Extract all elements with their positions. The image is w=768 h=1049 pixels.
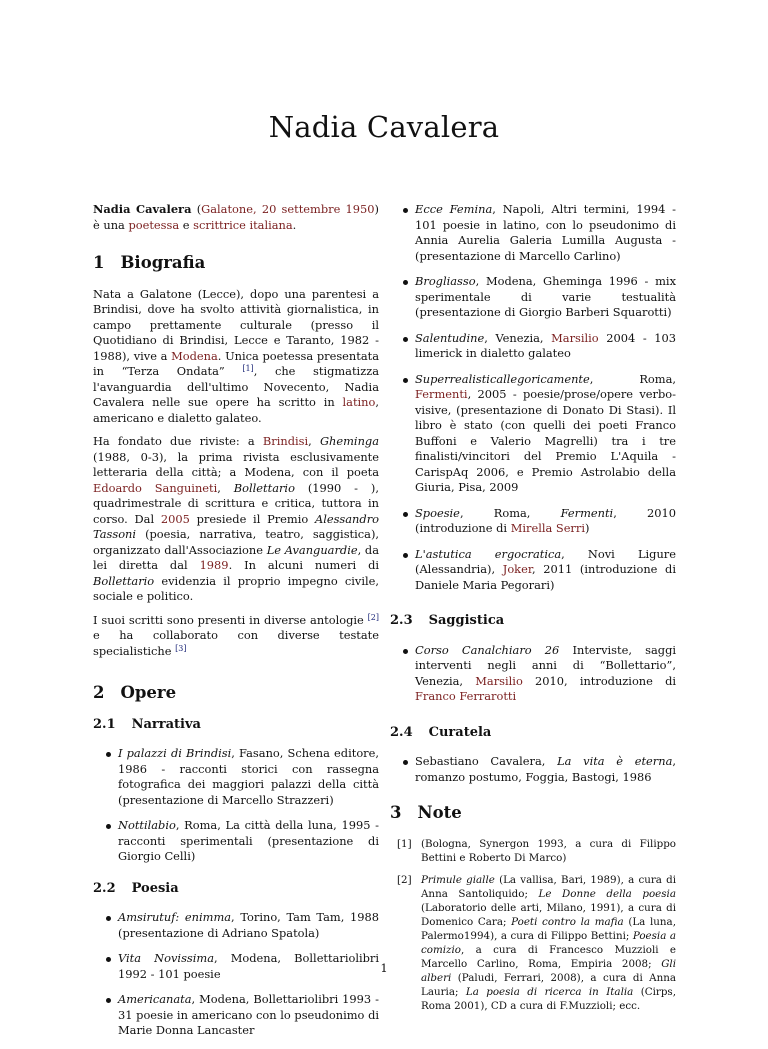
section-narrativa-heading: 2.1 Narrativa [93, 716, 201, 732]
list-item: Corso Canalchiaro 26 Interviste, saggi interventi negli anni di “Bollettario”, Venezia, Marsilio 2010, introduzione di Franco Ferrarotti [390, 643, 676, 705]
section-opere-heading: 2 Opere [93, 683, 177, 702]
curatela-list [390, 754, 676, 785]
list-item: Spoesie, Roma, Fermenti, 2010 (introduzione di Mirella Serri) [390, 506, 676, 537]
sanguineti-link[interactable]: Edoardo Sanguineti [93, 480, 218, 495]
notes-list [390, 837, 676, 1013]
list-item: Nottilabio, Roma, La città della luna, 1995 - racconti sperimentali (presentazione di Giorgio Celli) [93, 818, 379, 865]
section-saggistica-heading: 2.3 Saggistica [390, 613, 505, 628]
list-item: Vita Novissima, Modena, Bollettariolibri 1992 - 101 poesie [93, 951, 379, 982]
bio-paragraph-3: I suoi scritti sono presenti in diverse antologie [2] e ha collaborato con diverse testate specialistiche [3] [93, 612, 379, 658]
list-item: I palazzi di Brindisi, Fasano, Schena editore, 1986 - racconti storici con rassegna fotografica dei maggiori palazzi della città (presentazione di Marcello Strazzeri) [93, 746, 379, 808]
year-2005-link[interactable]: 2005 [160, 511, 190, 526]
latino-link[interactable]: latino [342, 395, 376, 409]
list-item: Salentudine, Venezia, Marsilio 2004 - 103 limerick in dialetto galateo [390, 331, 676, 362]
note-item: [1] (Bologna, Synergon 1993, a cura di Filippo Bettini e Roberto Di Marco) [397, 837, 676, 864]
poesia-list-right [390, 202, 676, 593]
marsilio-link[interactable]: Marsilio [551, 330, 599, 345]
section-curatela-heading: 2.4 Curatela [390, 724, 492, 740]
ref-1[interactable]: [1] [242, 364, 254, 373]
section-biografia-heading: 1 Biografia [93, 253, 206, 272]
list-item: Ecce Femina, Napoli, Altri termini, 1994 - 101 poesie in latino, con lo pseudonimo di Annia Aurelia Galeria Lumilla Augusta - (presentazione di Marcello Carlino) [390, 202, 676, 264]
narrativa-list [93, 746, 379, 865]
list-item: L'astutica ergocratica, Novi Ligure (Alessandria), Joker, 2011 (introduzione di Daniele Maria Pegorari) [390, 547, 676, 594]
section-poesia-heading: 2.2 Poesia [93, 880, 179, 896]
mirella-serri-link[interactable]: Mirella Serri [510, 521, 585, 535]
intro-name: Nadia Cavalera [93, 202, 192, 216]
page-number: 1 [380, 961, 388, 975]
birth-link[interactable]: Galatone, 20 settembre 1950 [201, 202, 375, 216]
section-note-heading: 3 Note [390, 803, 462, 822]
right-column [390, 202, 676, 1021]
joker-link[interactable]: Joker [502, 562, 533, 576]
saggistica-list [390, 643, 676, 705]
list-item: Sebastiano Cavalera, La vita è eterna, romanzo postumo, Foggia, Bastogi, 1986 [390, 754, 676, 785]
scrittrice-link[interactable]: scrittrice italiana [193, 217, 293, 232]
note-item: [2] Primule gialle (La vallisa, Bari, 1989), a cura di Anna Santoliquido; Le Donne della poesia (Laboratorio delle arti, Milano, 1991), a cura di Domenico Cara; Poeti contro la mafia (La luna, Palermo1994), a cura di Filippo Bettini; Poesia a comizio, a cura di Francesco Muzzioli e Marcello Carlino, Roma, Empiria 2008; Gli alberi (Paludi, Ferrari, 2008), a cura di Anna Lauria; La poesia di ricerca in Italia (Cirps, Roma 2001), CD a cura di F.Muzzioli; ecc. [397, 873, 677, 1012]
modena-link[interactable]: Modena [171, 348, 218, 363]
ref-2[interactable]: [2] [367, 612, 379, 622]
ref-3[interactable]: [3] [175, 643, 187, 653]
bio-paragraph-2: Ha fondato due riviste: a Brindisi, Gheminga (1988, 0-3), la prima rivista esclusivamente letteraria della città; a Modena, con il poeta Edoardo Sanguineti, Bollettario (1990 - ), quadrimestrale di scrittura e critica, tuttora in corso. Dal 2005 presiede il Premio Alessandro Tassoni (poesia, narrativa, teatro, saggistica), organizzato dall'Associazione Le Avanguardie, da lei diretta dal 1989. In alcuni numeri di Bollettario evidenzia il proprio impegno civile, sociale e politico. [93, 434, 380, 603]
bio-paragraph-1: Nata a Galatone (Lecce), dopo una parentesi a Brindisi, dove ha svolto attività giornalistica, in campo prettamente culturale (presso il Quotidiano di Brindisi, Lecce e Taranto, 1982 - 1988), vive a Modena. Unica poetessa presentata in “Terza Ondata” [1], che stigmatizza l'avanguardia dell'ultimo Novecento, Nadia Cavalera nelle sue opere ha scritto in latino, americano e dialetto galateo. [93, 286, 379, 425]
fermenti-link[interactable]: Fermenti [415, 387, 468, 401]
ferrarotti-link[interactable]: Franco Ferrarotti [415, 689, 517, 703]
brindisi-link[interactable]: Brindisi [262, 434, 309, 448]
intro-paragraph: Nadia Cavalera (Galatone, 20 settembre 1950) è una poetessa e scrittrice italiana. [93, 202, 379, 232]
list-item: Superrealisticallegoricamente, Roma, Fermenti, 2005 - poesie/prose/opere verbo-visive, (presentazione di Donato Di Stasi). Il libro è stato (con quelli dei poeti Franco Buffoni e Valerio Magrelli) tra i tre finalisti/vincitori del Premio L'Aquila - CarispAq 2006, e Premio Astrolabio della Giuria, Pisa, 2009 [390, 372, 676, 496]
list-item: Brogliasso, Modena, Gheminga 1996 - mix sperimentale di varie testualità (presentazione di Giorgio Barberi Squarotti) [390, 274, 676, 321]
poetessa-link[interactable]: poetessa [128, 217, 180, 232]
page-title: Nadia Cavalera [268, 110, 500, 144]
marsilio-link[interactable]: Marsilio [475, 673, 523, 688]
list-item: Americanata, Modena, Bollettariolibri 1993 - 31 poesie in americano con lo pseudonimo di Marie Donna Lancaster [93, 992, 379, 1039]
year-1989-link[interactable]: 1989 [199, 558, 229, 572]
left-column [93, 202, 379, 1049]
list-item: Amsirutuf: enimma, Torino, Tam Tam, 1988 (presentazione di Adriano Spatola) [93, 910, 379, 941]
